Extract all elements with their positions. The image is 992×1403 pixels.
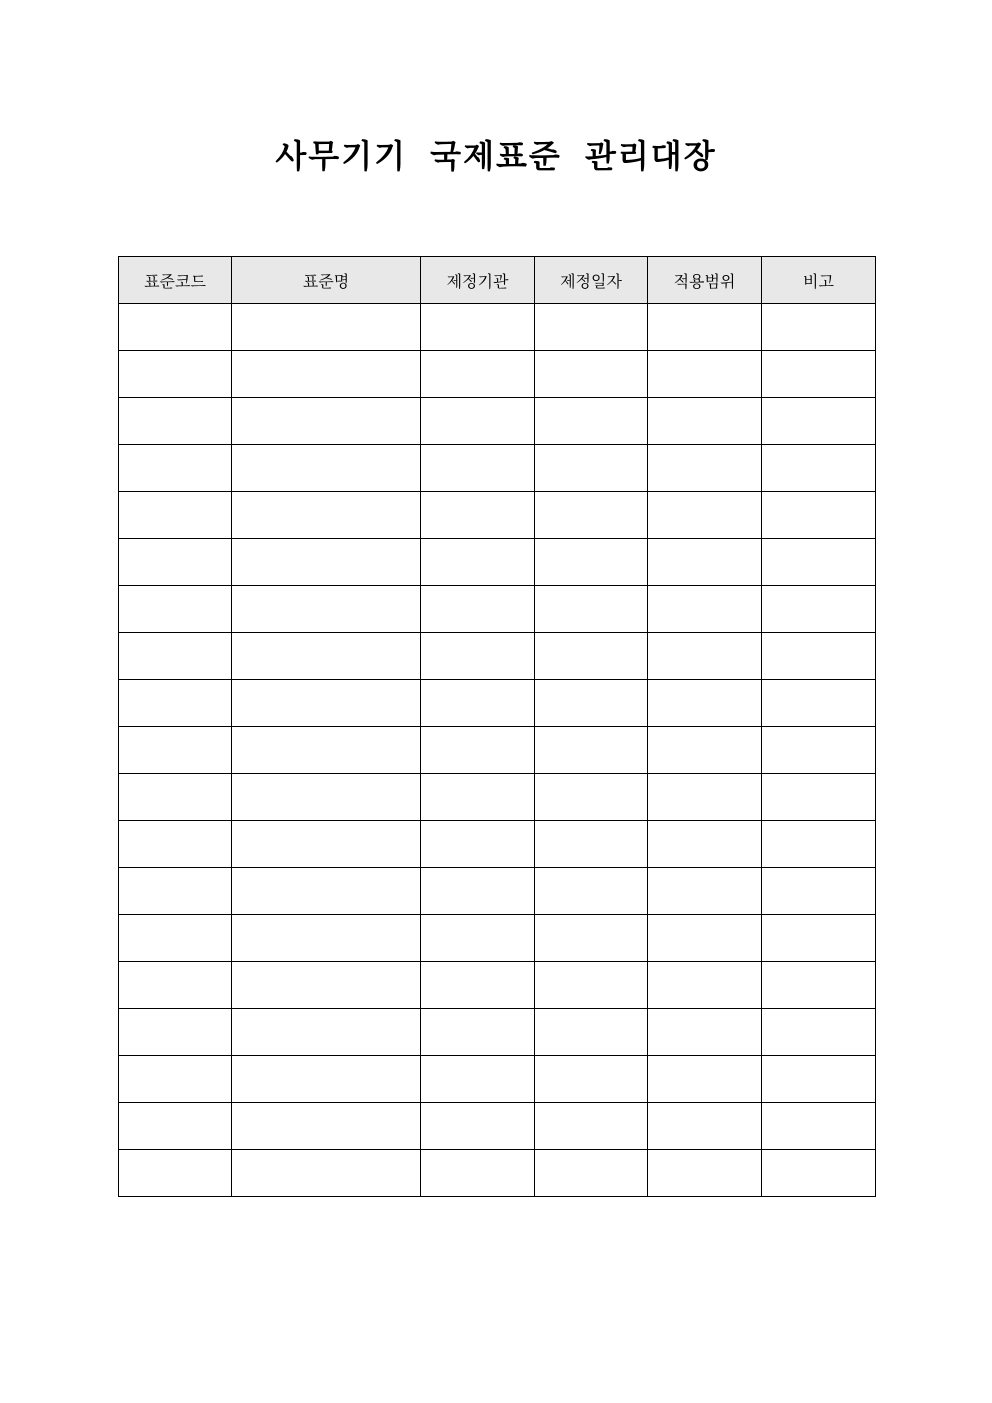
- cell-issue-date[interactable]: [535, 351, 648, 398]
- table-row: [119, 398, 876, 445]
- cell-remarks[interactable]: [762, 821, 876, 868]
- cell-scope[interactable]: [648, 351, 762, 398]
- cell-scope[interactable]: [648, 680, 762, 727]
- cell-issuing-body[interactable]: [421, 398, 535, 445]
- cell-scope[interactable]: [648, 492, 762, 539]
- cell-standard-name[interactable]: [232, 1150, 421, 1197]
- cell-standard-code[interactable]: [119, 915, 232, 962]
- cell-standard-name[interactable]: [232, 1103, 421, 1150]
- cell-remarks[interactable]: [762, 351, 876, 398]
- cell-issuing-body[interactable]: [421, 915, 535, 962]
- cell-issue-date[interactable]: [535, 727, 648, 774]
- table-row: [119, 868, 876, 915]
- table-row: [119, 633, 876, 680]
- cell-standard-code[interactable]: [119, 445, 232, 492]
- cell-remarks[interactable]: [762, 962, 876, 1009]
- cell-scope[interactable]: [648, 445, 762, 492]
- cell-remarks[interactable]: [762, 1009, 876, 1056]
- cell-scope[interactable]: [648, 821, 762, 868]
- cell-standard-name[interactable]: [232, 351, 421, 398]
- cell-issue-date[interactable]: [535, 398, 648, 445]
- cell-issue-date[interactable]: [535, 962, 648, 1009]
- cell-issuing-body[interactable]: [421, 868, 535, 915]
- header-standard-name: 표준명: [232, 257, 421, 304]
- cell-standard-name[interactable]: [232, 304, 421, 351]
- cell-scope[interactable]: [648, 1009, 762, 1056]
- cell-standard-name[interactable]: [232, 774, 421, 821]
- cell-remarks[interactable]: [762, 445, 876, 492]
- cell-standard-code[interactable]: [119, 1103, 232, 1150]
- table-row: [119, 821, 876, 868]
- cell-standard-name[interactable]: [232, 586, 421, 633]
- table-row: [119, 351, 876, 398]
- cell-issuing-body[interactable]: [421, 539, 535, 586]
- cell-issue-date[interactable]: [535, 1009, 648, 1056]
- cell-standard-name[interactable]: [232, 445, 421, 492]
- table-row: [119, 915, 876, 962]
- cell-issue-date[interactable]: [535, 1150, 648, 1197]
- header-remarks: 비고: [762, 257, 876, 304]
- table-row: [119, 1150, 876, 1197]
- cell-remarks[interactable]: [762, 868, 876, 915]
- cell-issuing-body[interactable]: [421, 1103, 535, 1150]
- table-body: [119, 304, 876, 1197]
- table-row: [119, 1009, 876, 1056]
- cell-standard-name[interactable]: [232, 492, 421, 539]
- cell-issuing-body[interactable]: [421, 1009, 535, 1056]
- cell-issue-date[interactable]: [535, 1103, 648, 1150]
- cell-standard-code[interactable]: [119, 774, 232, 821]
- cell-standard-code[interactable]: [119, 492, 232, 539]
- cell-scope[interactable]: [648, 1103, 762, 1150]
- header-issuing-body: 제정기관: [421, 257, 535, 304]
- cell-issue-date[interactable]: [535, 586, 648, 633]
- cell-standard-code[interactable]: [119, 304, 232, 351]
- cell-issuing-body[interactable]: [421, 821, 535, 868]
- cell-remarks[interactable]: [762, 1150, 876, 1197]
- cell-standard-code[interactable]: [119, 351, 232, 398]
- cell-issue-date[interactable]: [535, 539, 648, 586]
- cell-standard-code[interactable]: [119, 1009, 232, 1056]
- cell-scope[interactable]: [648, 586, 762, 633]
- cell-standard-code[interactable]: [119, 1150, 232, 1197]
- cell-issue-date[interactable]: [535, 633, 648, 680]
- cell-standard-code[interactable]: [119, 868, 232, 915]
- table-header-row: [119, 257, 876, 304]
- cell-issue-date[interactable]: [535, 492, 648, 539]
- cell-standard-name[interactable]: [232, 962, 421, 1009]
- cell-issue-date[interactable]: [535, 915, 648, 962]
- cell-remarks[interactable]: [762, 586, 876, 633]
- table-row: [119, 774, 876, 821]
- cell-issuing-body[interactable]: [421, 492, 535, 539]
- cell-issue-date[interactable]: [535, 304, 648, 351]
- cell-standard-name[interactable]: [232, 398, 421, 445]
- cell-standard-code[interactable]: [119, 962, 232, 1009]
- cell-remarks[interactable]: [762, 539, 876, 586]
- cell-issuing-body[interactable]: [421, 727, 535, 774]
- table-row: [119, 680, 876, 727]
- cell-scope[interactable]: [648, 727, 762, 774]
- cell-issuing-body[interactable]: [421, 962, 535, 1009]
- cell-remarks[interactable]: [762, 774, 876, 821]
- cell-scope[interactable]: [648, 774, 762, 821]
- cell-remarks[interactable]: [762, 915, 876, 962]
- table-row: [119, 492, 876, 539]
- cell-issuing-body[interactable]: [421, 445, 535, 492]
- cell-issue-date[interactable]: [535, 1056, 648, 1103]
- table-row: [119, 962, 876, 1009]
- cell-standard-name[interactable]: [232, 727, 421, 774]
- cell-issue-date[interactable]: [535, 821, 648, 868]
- cell-standard-name[interactable]: [232, 539, 421, 586]
- cell-remarks[interactable]: [762, 633, 876, 680]
- table-row: [119, 445, 876, 492]
- cell-standard-code[interactable]: [119, 586, 232, 633]
- cell-scope[interactable]: [648, 915, 762, 962]
- cell-issue-date[interactable]: [535, 445, 648, 492]
- cell-standard-name[interactable]: [232, 821, 421, 868]
- cell-standard-code[interactable]: [119, 398, 232, 445]
- cell-remarks[interactable]: [762, 398, 876, 445]
- cell-issue-date[interactable]: [535, 680, 648, 727]
- header-issue-date: 제정일자: [535, 257, 648, 304]
- cell-standard-code[interactable]: [119, 1056, 232, 1103]
- cell-remarks[interactable]: [762, 680, 876, 727]
- cell-issuing-body[interactable]: [421, 304, 535, 351]
- cell-scope[interactable]: [648, 539, 762, 586]
- cell-remarks[interactable]: [762, 727, 876, 774]
- cell-remarks[interactable]: [762, 492, 876, 539]
- cell-standard-name[interactable]: [232, 633, 421, 680]
- cell-standard-code[interactable]: [119, 727, 232, 774]
- cell-standard-name[interactable]: [232, 1056, 421, 1103]
- cell-standard-code[interactable]: [119, 821, 232, 868]
- table-row: [119, 1056, 876, 1103]
- cell-issue-date[interactable]: [535, 868, 648, 915]
- cell-standard-code[interactable]: [119, 539, 232, 586]
- table-row: [119, 727, 876, 774]
- cell-scope[interactable]: [648, 633, 762, 680]
- header-scope: 적용범위: [648, 257, 762, 304]
- cell-scope[interactable]: [648, 868, 762, 915]
- standards-ledger-table: [118, 256, 876, 1197]
- cell-scope[interactable]: [648, 304, 762, 351]
- cell-issuing-body[interactable]: [421, 633, 535, 680]
- cell-scope[interactable]: [648, 962, 762, 1009]
- cell-remarks[interactable]: [762, 304, 876, 351]
- cell-standard-name[interactable]: [232, 868, 421, 915]
- cell-scope[interactable]: [648, 1056, 762, 1103]
- cell-standard-name[interactable]: [232, 915, 421, 962]
- cell-issuing-body[interactable]: [421, 351, 535, 398]
- document-title: 사무기기 국제표준 관리대장: [275, 137, 717, 175]
- cell-issuing-body[interactable]: [421, 774, 535, 821]
- table-row: [119, 304, 876, 351]
- cell-scope[interactable]: [648, 1150, 762, 1197]
- table-row: [119, 539, 876, 586]
- cell-issue-date[interactable]: [535, 774, 648, 821]
- header-standard-code: 표준코드: [119, 257, 232, 304]
- table-row: [119, 1103, 876, 1150]
- cell-standard-name[interactable]: [232, 680, 421, 727]
- cell-scope[interactable]: [648, 398, 762, 445]
- cell-remarks[interactable]: [762, 1103, 876, 1150]
- cell-standard-code[interactable]: [119, 633, 232, 680]
- cell-issuing-body[interactable]: [421, 680, 535, 727]
- cell-standard-code[interactable]: [119, 680, 232, 727]
- cell-remarks[interactable]: [762, 1056, 876, 1103]
- cell-issuing-body[interactable]: [421, 1150, 535, 1197]
- cell-standard-name[interactable]: [232, 1009, 421, 1056]
- cell-issuing-body[interactable]: [421, 586, 535, 633]
- table-row: [119, 586, 876, 633]
- cell-issuing-body[interactable]: [421, 1056, 535, 1103]
